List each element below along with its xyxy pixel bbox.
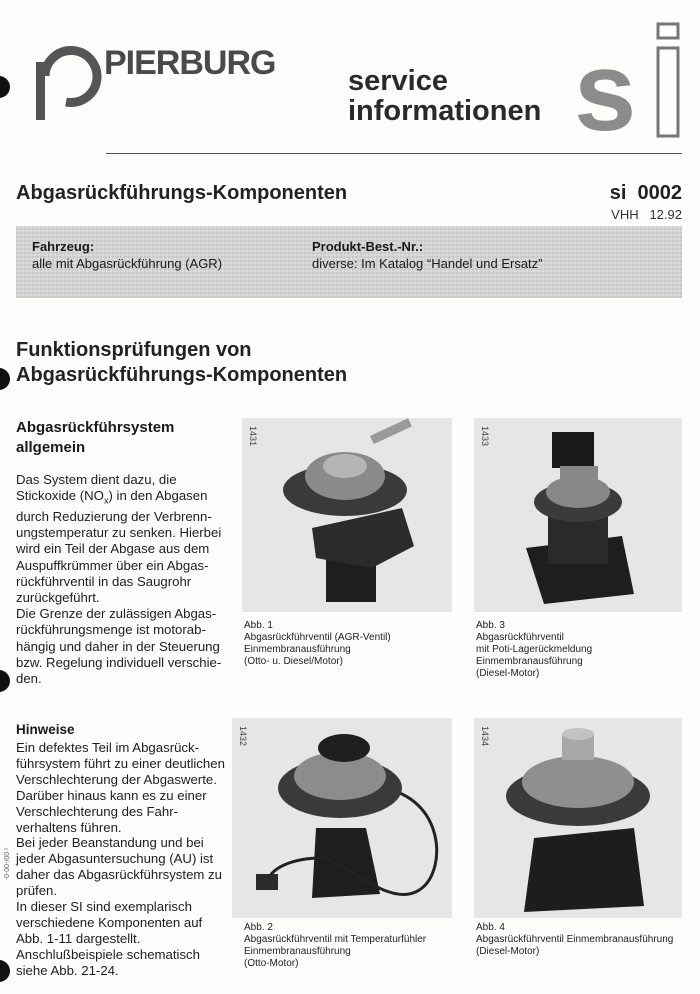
punch-hole — [0, 670, 10, 692]
figure-code: 1433 — [480, 426, 490, 447]
hints-heading: Hinweise — [16, 722, 75, 737]
product-value: diverse: Im Katalog “Handel und Ersatz” — [312, 256, 543, 271]
egr-valve-illustration — [242, 418, 452, 612]
punch-hole — [0, 76, 10, 98]
document-title: Abgasrückführungs-Komponenten — [16, 182, 348, 204]
figure-1-caption: Abb. 1 Abgasrückführventil (AGR-Ventil) Einmembranausführung (Otto- u. Diesel/Motor) — [244, 620, 391, 667]
system-text: Das System dient dazu, die Stickoxide $(NO_x)$ in den Abgasen durch Reduzierung der Verbrenn- ungstemperatur zu senken. Hierbei wird ein Teil der Abgase aus dem Auspuffkrümmer über ein Abgas- rückführventil in das Saugrohr zurückgeführt. Die Grenze der zulässigen Abgas- rückführungsmenge ist motorab- hängig und daher in der Steuerung bzw. Regelung individuell verschie- den. — [16, 472, 222, 687]
brand-name: PIERBURG — [104, 44, 276, 82]
issuer-date: VHH 12.92 — [611, 207, 682, 222]
egr-valve-illustration — [232, 718, 452, 918]
figure-code: 1431 — [248, 426, 258, 447]
figure-code: 1432 — [238, 726, 248, 747]
figure-1-photo — [242, 418, 452, 612]
hints-text: Ein defektes Teil im Abgasrück- führsystem führt zu einer deutlichen Verschlechterung der Abgaswerte. Darüber hinaus kann es zu einer Verschlechterung des Fahr- verhaltens führen. Bei jeder Beanstandung und bei jeder Abgasuntersuchung (AU) ist daher das Abgasrückführsystem zu prüfen. In dieser SI sind exemplarisch verschiedene Komponenten auf Abb. 1-11 dargestellt. Anschlußbeispiele schematisch siehe Abb. 21-24. — [16, 740, 225, 978]
si-mark — [574, 22, 686, 138]
punch-hole — [0, 368, 10, 390]
system-heading: Abgasrückführsystem allgemein — [16, 419, 175, 456]
header-divider — [106, 153, 682, 154]
vehicle-info-box — [16, 226, 682, 298]
si-number: si 0002 — [609, 182, 682, 204]
egr-valve-illustration — [474, 418, 682, 612]
vehicle-value: alle mit Abgasrückführung (AGR) — [32, 256, 223, 271]
service-title: service informationen — [348, 65, 542, 127]
svg-text:s: s — [574, 29, 637, 138]
section-title: Funktionsprüfungen von Abgasrückführungs-Komponenten — [16, 339, 348, 386]
pierburg-logo-mark — [36, 46, 102, 122]
figure-2-caption: Abb. 2 Abgasrückführventil mit Temperaturfühler Einmembranausführung (Otto-Motor) — [244, 922, 427, 969]
figure-2-photo — [232, 718, 452, 918]
margin-code: ı 00/-00-0- — [2, 848, 9, 881]
product-label: Produkt-Best.-Nr.: — [312, 239, 424, 254]
figure-4-caption: Abb. 4 Abgasrückführventil Einmembranausführung (Diesel-Motor) — [476, 922, 674, 957]
figure-3-photo — [474, 418, 682, 612]
vehicle-label: Fahrzeug: — [32, 239, 95, 254]
figure-code: 1434 — [480, 726, 490, 747]
egr-valve-illustration — [474, 718, 682, 918]
figure-3-caption: Abb. 3 Abgasrückführventil mit Poti-Lagerückmeldung Einmembranausführung (Diesel-Motor) — [476, 620, 593, 679]
figure-4-photo — [474, 718, 682, 918]
punch-hole — [0, 960, 10, 982]
